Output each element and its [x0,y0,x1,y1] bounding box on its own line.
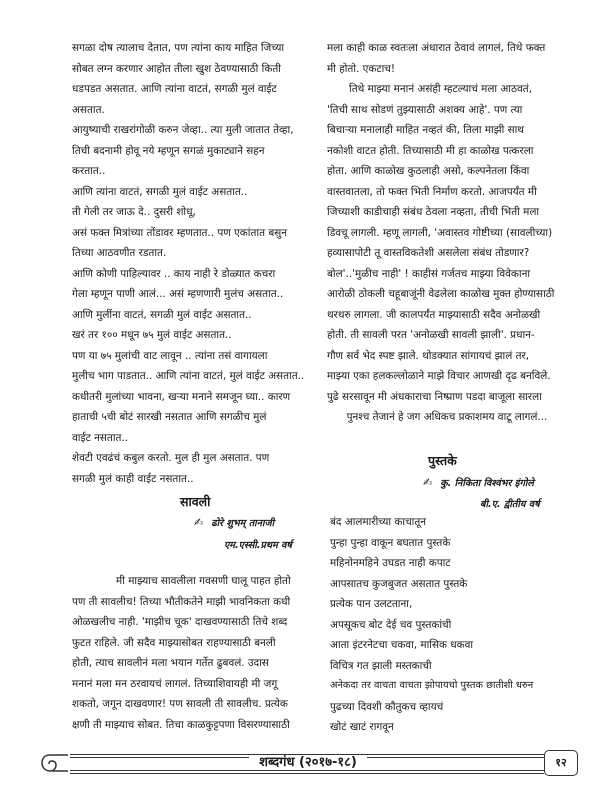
poem-line: बंद आलमारीच्या काचातून [330,516,427,528]
poem-line: आता इंटरनेटचा चकवा, मासिक धकवा [330,639,474,651]
author-class: बी.ए. द्वीतीय वर्ष [480,499,540,510]
author-byline-pustake [423,476,534,489]
savali-line: फुटत राहिले. जी सदैव माझ्यासोबत राहण्यासाठी बनली [72,636,276,649]
left-line: ती गेली तर जाऊ दे.. दुसरी शोधू, [72,206,196,218]
left-line: आणि त्यांना वाटतं, सगळी मुलं वाईट असतात.. [72,185,248,198]
right-line: आरोळी ठोकली चहूबाजूंनी वेढलेला काळोख मुक्त होण्यासाठी [327,288,555,300]
savali-line: शकतो, जगून दाखवणार! पण सावली ती सावलीच. प्रत्येक [72,698,288,710]
right-column [327,38,567,428]
left-line: तिची बदनामी होवू नये म्हणून सगळं मुकाट्याने सहन [72,144,265,157]
right-line: 'तिची साथ सोडणं तुझ्यासाठी अशक्य आहे'. पण त्या [327,103,523,116]
right-line: होती. ती सावली परत 'अनोळखी सावली झाली'. प्रधान- [327,329,535,341]
left-line: सोबत लग्न करणार आहोत तीला खुश ठेवण्यासाठी किती [72,62,281,75]
poem-line: प्रत्येक पान उलटताना, [330,598,413,610]
left-line: वाईट नसतात.. [72,431,129,444]
poem-line: अपसूकच बोट देई चव पुस्तकांची [330,618,452,631]
page-number: १२ [544,750,578,776]
writing-pen-icon: ✍ [423,476,433,489]
magazine-title: शब्दगंध (२०१७-१८) [249,755,367,770]
writing-pen-icon: ✍ [194,516,204,529]
left-line: असतात. [72,103,105,116]
savali-line: मी माझ्याच सावलीला गवसणी घालू पाहत होतो [116,575,291,587]
right-line: पुनश्च तेजानं हे जग अधिकच प्रकाशमय वाटू लागलं... [346,411,548,423]
left-line: सगळा दोष त्यालाच देतात, पण त्यांना काय माहित जिच्या [72,42,285,54]
author-class: एम.एस्सी.प्रथम वर्ष [224,540,292,551]
savali-line: क्षणी ती माझ्याच सोबत. तिचा काळकुट्टपणा विसरण्यासाठी [72,718,290,731]
savali-text [72,571,314,735]
right-line: हव्यासापोटी तू वास्तविकतेशी असलेला संबंध तोडणार? [327,247,530,259]
poem-line: पुन्हा पुन्हा वाकून बघतात पुस्तके [330,536,451,549]
poem-line: आपसातच कुजबुजत असतात पुस्तके [330,577,468,590]
left-line: कधीतरी मुलांच्या भावना, खऱ्या मनाने समजून घ्या.. कारण [72,390,291,403]
right-line: माझ्या एका हलकल्लोळाने माझे विचार आणखी दृढ बनविले. [327,370,551,382]
left-line: आणि कोणी पाहिल्यावर .. काय नाही रे डोळ्यात कचरा [72,267,276,280]
left-column [72,38,314,489]
footer-title [38,752,578,770]
poem-line: पुढच्या दिवशी कौतुकच व्हायचं [330,700,444,713]
right-line: डिवचू लागली. म्हणू लागली, 'अवास्तव गोष्टीच्या (सावलीच्या) [327,226,553,239]
section-title-savali: सावली [180,494,211,509]
right-line: मी होतो. एकटाच! [327,62,396,75]
poem-line: विचित्र गत झाली मस्तकाची [330,659,432,672]
right-line: गौण सर्व भेद स्पष्ट झाले. थोडक्यात सांगायचं झालं तर, [327,349,530,362]
author-name: ढोरे शुभम् तानाजी [211,518,275,529]
pustake-poem [330,512,570,738]
left-line: धडपडत असतात. आणि त्यांना वाटतं, सगळी मुलं वाईट [72,83,277,95]
right-line: पुढे सरसावून मी अंधकाराचा निष्प्राण पडदा बाजूला सारला [327,390,542,403]
page-footer [38,750,578,776]
left-line: खरं तर १०० मधून ७५ मुलं वाईट असतात.. [72,329,232,341]
right-line: मला काही काळ स्वतःला अंधारात ठेवावं लागलं, तिथे फक्त [327,42,546,54]
right-line: जिच्याशी काडीचाही संबंध ठेवला नव्हता, तीची भिती मला [327,206,540,218]
left-line: शेवटी एवढंचं कबुल करतो. मुल ही मुल असतात. पण [72,452,270,464]
right-line: बिचाऱ्या मनालाही माहित नव्हतं की, तिला माझी साथ [327,124,524,136]
left-line: आणि मुलींना वाटतं, सगळी मुलं वाईट असतात.. [72,308,252,321]
savali-line: पण ती सावलीच! तिच्या भौतीकतेने माझी भावनिकता कधी [72,595,291,608]
left-line: हाताची ५ची बोटं सारखी नसतात आणि सगळीच मुलं [72,411,267,423]
savali-line: मनानं मला मन ठरवायचं लागलं. तिच्याशिवायही मी जगू [72,677,278,690]
left-line: मुलीच भाग पाडतात.. आणि त्यांना वाटतं, मुलं वाईट असतात.. [72,370,305,382]
author-name: कु. निकिता विश्वंभर इंगोले [440,478,534,489]
left-line: गेला म्हणून पाणी आलं... असं म्हणणारी मुलंच असतात.. [72,288,284,300]
poem-line: खोटं खाटं रागवून [330,721,394,733]
left-line: तिच्या आठवणीत रडतात. [72,247,167,259]
right-line: थरथरु लागला. जी कालपर्यंत माझ्यासाठी सदैव अनोळखी [327,308,541,321]
author-byline-savali [194,516,274,529]
right-line: नकोशी वाटत होती. तिच्यासाठी मी हा काळोख पत्करला [327,144,534,157]
right-line: वास्तवातला, तो फक्त भिती निर्माण करतो. आजपर्यंत मी [327,185,537,198]
section-title-pustake: पुस्तके [428,453,457,468]
poem-line: अनेकदा तर वाचता वाचता झोपायचो पुस्तक छातीशी धरुन [330,680,534,691]
right-line: बोल'..'मुळीच नाही' ! काहीसं गर्जतच माझ्या विवेकाना [327,267,531,280]
left-line: सगळी मुलं काही वाईट नसतात.. [72,472,194,485]
left-line: आयुष्याची राखरांगोळी करुन जेव्हा.. त्या मुली जातात तेव्हा, [72,124,294,136]
left-line: पण या ७५ मुलांची वाट लावून .. त्यांना तसं वागायला [72,349,268,362]
left-line: करतात.. [72,165,106,177]
left-line: असं फक्त मित्रांच्या तोंडावर म्हणतात.. पण एकांतात बसुन [72,226,288,239]
poem-line: महिनोनमहिने उघडत नाही कपाट [330,557,451,569]
savali-line: ओळखलीच नाही. 'माझीच चूक' दाखवण्यासाठी तिचे शब्द [72,616,288,628]
right-line: तिथे माझ्या मनानं असंही म्हटल्याचं मला आठवतं, [349,83,533,95]
savali-line: होती, त्याच सावलीनं मला भयान गर्तेत ढुबवलं. उदास [72,657,269,669]
right-line: होता. आणि काळोख कुठलाही असो, कल्पनेतला किंवा [327,165,530,177]
